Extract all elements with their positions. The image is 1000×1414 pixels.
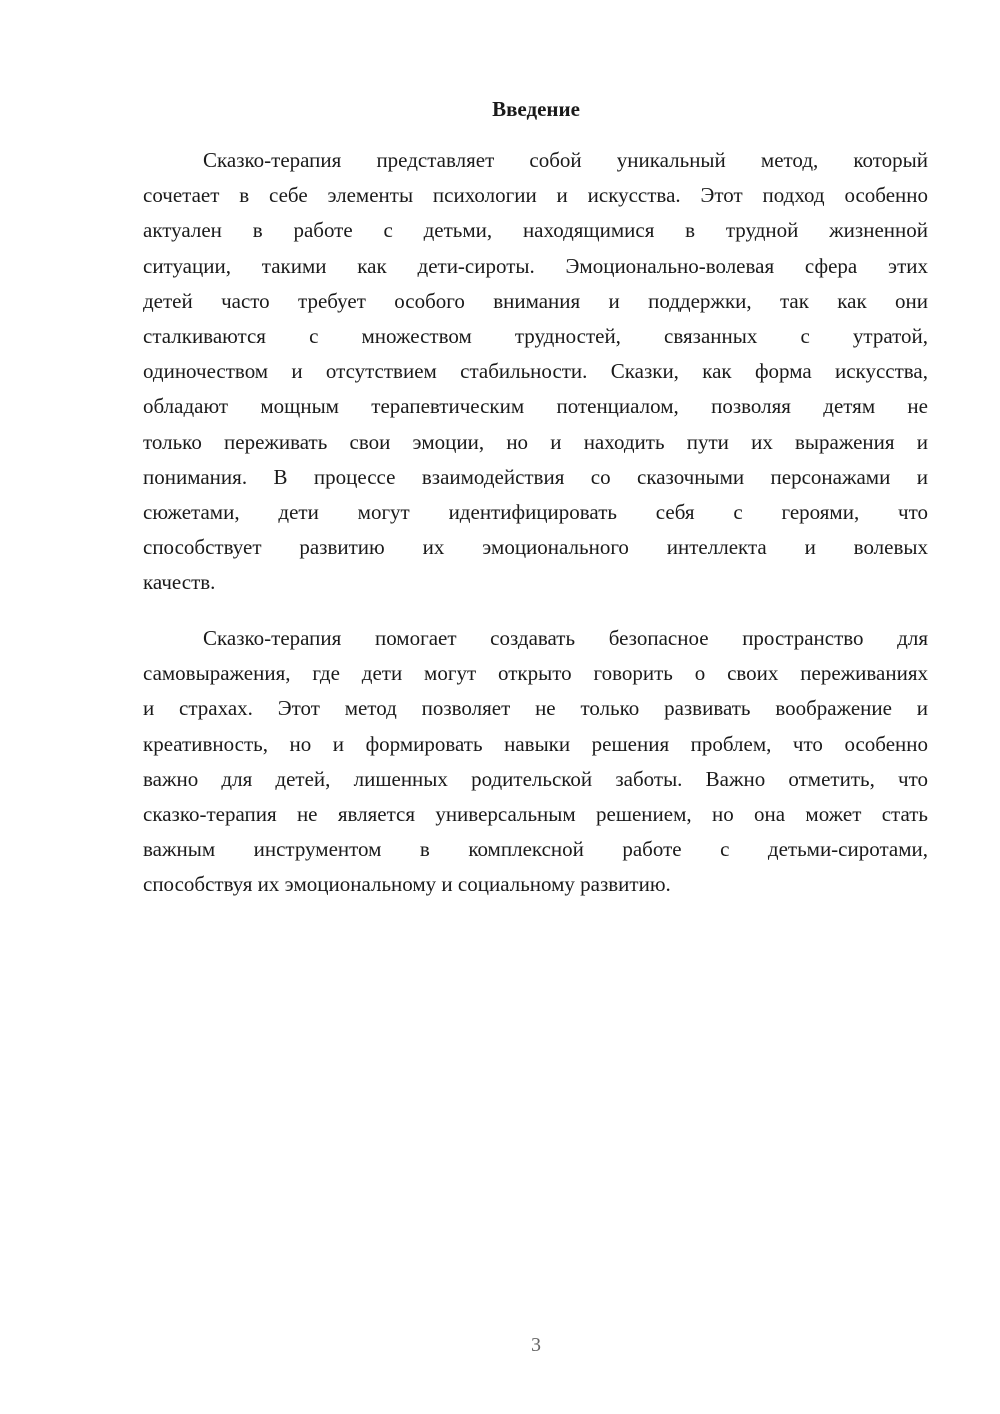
text-line: Сказко-терапия помогает создавать безопасное пространство для	[203, 626, 928, 650]
text-line: сюжетами, дети могут идентифицировать себя с героями, что	[143, 499, 928, 524]
text-line: детей часто требует особого внимания и поддержки, так как они	[143, 288, 928, 313]
text-line: способствует развитию их эмоционального интеллекта и волевых	[143, 535, 928, 560]
page-number: 3	[531, 1334, 541, 1356]
paragraph-1	[143, 143, 928, 600]
paragraph-2	[143, 621, 928, 903]
text-line: и страхах. Этот метод позволяет не только развивать воображение и	[143, 696, 928, 721]
text-line: ситуации, такими как дети-сироты. Эмоционально-волевая сфера этих	[143, 253, 928, 278]
text-line: важно для детей, лишенных родительской заботы. Важно отметить, что	[143, 766, 928, 791]
text-line: сочетает в себе элементы психологии и искусства. Этот подход особенно	[143, 183, 928, 208]
text-line: самовыражения, где дети могут открыто говорить о своих переживаниях	[143, 661, 928, 686]
text-line: сталкиваются с множеством трудностей, связанных с утратой,	[143, 323, 928, 348]
text-line: понимания. В процессе взаимодействия со сказочными персонажами и	[143, 464, 928, 489]
text-line: сказко-терапия не является универсальным решением, но она может стать	[143, 801, 928, 826]
text-line: способствуя их эмоциональному и социальному развитию.	[143, 872, 671, 897]
text-line: обладают мощным терапевтическим потенциалом, позволяя детям не	[143, 394, 928, 419]
text-line: креативность, но и формировать навыки решения проблем, что особенно	[143, 731, 928, 756]
text-line: одиночеством и отсутствием стабильности. Сказки, как форма искусства,	[143, 359, 928, 384]
text-line: актуален в работе с детьми, находящимися в трудной жизненной	[143, 218, 928, 243]
text-line: Сказко-терапия представляет собой уникальный метод, который	[203, 148, 928, 172]
section-title: Введение	[492, 97, 580, 121]
text-line: только переживать свои эмоции, но и находить пути их выражения и	[143, 429, 928, 454]
text-line: качеств.	[143, 570, 216, 595]
text-line: важным инструментом в комплексной работе с детьми-сиротами,	[143, 837, 928, 862]
